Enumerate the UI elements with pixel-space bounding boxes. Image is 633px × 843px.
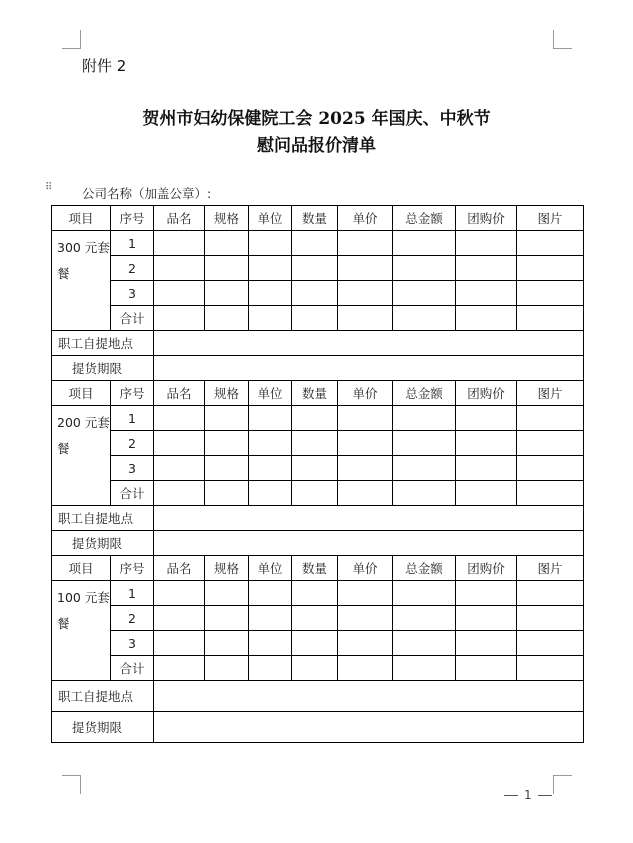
- entry-cell[interactable]: [338, 606, 393, 631]
- entry-cell[interactable]: [517, 481, 584, 506]
- package-name: 100 元套餐: [52, 581, 111, 681]
- pickup-deadline-cell[interactable]: [154, 356, 584, 381]
- header-row: [52, 381, 584, 406]
- entry-cell[interactable]: [292, 256, 338, 281]
- table-row: [52, 481, 584, 506]
- row-number: 1: [111, 406, 154, 431]
- entry-cell[interactable]: [393, 481, 456, 506]
- entry-cell[interactable]: [205, 656, 249, 681]
- entry-cell[interactable]: [205, 581, 249, 606]
- pickup-location-label: 职工自提地点: [52, 506, 154, 531]
- entry-cell[interactable]: [292, 456, 338, 481]
- column-header: 总金额: [393, 381, 456, 406]
- entry-cell[interactable]: [154, 406, 205, 431]
- company-name-label: 公司名称（加盖公章）:: [82, 186, 212, 201]
- entry-cell[interactable]: [393, 306, 456, 331]
- entry-cell[interactable]: [517, 306, 584, 331]
- pickup-location-cell[interactable]: [154, 506, 584, 531]
- column-header: 序号: [111, 381, 154, 406]
- entry-cell[interactable]: [338, 481, 393, 506]
- table-row: [52, 631, 584, 656]
- entry-cell[interactable]: [456, 481, 517, 506]
- column-header: 序号: [111, 556, 154, 581]
- entry-cell[interactable]: [292, 581, 338, 606]
- corner-mark-top-left: [62, 30, 81, 49]
- entry-cell[interactable]: [154, 656, 205, 681]
- column-header: 项目: [52, 206, 111, 231]
- entry-cell[interactable]: [393, 256, 456, 281]
- pickup-location-cell[interactable]: [154, 681, 584, 712]
- entry-cell[interactable]: [517, 656, 584, 681]
- column-header: 单价: [338, 206, 393, 231]
- entry-cell[interactable]: [517, 231, 584, 256]
- column-header: 单位: [249, 381, 292, 406]
- entry-cell[interactable]: [393, 281, 456, 306]
- row-number: 3: [111, 631, 154, 656]
- entry-cell[interactable]: [205, 481, 249, 506]
- deadline-row: [52, 356, 584, 381]
- column-header: 序号: [111, 206, 154, 231]
- entry-cell[interactable]: [393, 631, 456, 656]
- pickup-deadline-label: 提货期限: [52, 531, 154, 556]
- pickup-row: [52, 681, 584, 712]
- pickup-row: [52, 506, 584, 531]
- column-header: 团购价: [456, 206, 517, 231]
- entry-cell[interactable]: [338, 281, 393, 306]
- table-move-handle-icon[interactable]: ⠿: [45, 182, 52, 193]
- entry-cell[interactable]: [393, 431, 456, 456]
- pickup-deadline-cell[interactable]: [154, 531, 584, 556]
- entry-cell[interactable]: [338, 306, 393, 331]
- column-header: 单位: [249, 206, 292, 231]
- table-row: [52, 431, 584, 456]
- row-number: 3: [111, 456, 154, 481]
- row-number: 2: [111, 606, 154, 631]
- column-header: 数量: [292, 556, 338, 581]
- entry-cell[interactable]: [338, 581, 393, 606]
- row-number: 2: [111, 256, 154, 281]
- table-row: [52, 306, 584, 331]
- table-row: [52, 656, 584, 681]
- package-name: 200 元套餐: [52, 406, 111, 506]
- entry-cell[interactable]: [249, 456, 292, 481]
- entry-cell[interactable]: [154, 306, 205, 331]
- entry-cell[interactable]: [154, 581, 205, 606]
- column-header: 品名: [154, 381, 205, 406]
- table-row: [52, 581, 584, 606]
- entry-cell[interactable]: [249, 631, 292, 656]
- entry-cell[interactable]: [456, 581, 517, 606]
- entry-cell[interactable]: [292, 481, 338, 506]
- entry-cell[interactable]: [205, 231, 249, 256]
- pickup-row: [52, 331, 584, 356]
- entry-cell[interactable]: [205, 431, 249, 456]
- entry-cell[interactable]: [456, 281, 517, 306]
- table-row: [52, 281, 584, 306]
- header-row: [52, 206, 584, 231]
- entry-cell[interactable]: [292, 231, 338, 256]
- entry-cell[interactable]: [517, 406, 584, 431]
- entry-cell[interactable]: [456, 256, 517, 281]
- entry-cell[interactable]: [249, 656, 292, 681]
- entry-cell[interactable]: [249, 606, 292, 631]
- quotation-table-body: [52, 206, 584, 743]
- entry-cell[interactable]: [456, 631, 517, 656]
- pickup-location-label: 职工自提地点: [52, 331, 154, 356]
- entry-cell[interactable]: [517, 256, 584, 281]
- column-header: 数量: [292, 381, 338, 406]
- page-number: [498, 788, 558, 802]
- deadline-row: [52, 531, 584, 556]
- column-header: 图片: [517, 381, 584, 406]
- pickup-deadline-label: 提货期限: [52, 712, 154, 743]
- attachment-label: 附件 2: [82, 57, 127, 75]
- entry-cell[interactable]: [517, 431, 584, 456]
- entry-cell[interactable]: [292, 406, 338, 431]
- column-header: 图片: [517, 206, 584, 231]
- entry-cell[interactable]: [456, 231, 517, 256]
- column-header: 单价: [338, 381, 393, 406]
- entry-cell[interactable]: [338, 631, 393, 656]
- column-header: 品名: [154, 206, 205, 231]
- entry-cell[interactable]: [456, 406, 517, 431]
- entry-cell[interactable]: [205, 406, 249, 431]
- entry-cell[interactable]: [456, 456, 517, 481]
- table-row: [52, 456, 584, 481]
- entry-cell[interactable]: [249, 306, 292, 331]
- entry-cell[interactable]: [154, 481, 205, 506]
- entry-cell[interactable]: [393, 656, 456, 681]
- page-number-value: 1: [524, 788, 532, 802]
- table-row: [52, 406, 584, 431]
- column-header: 规格: [205, 556, 249, 581]
- entry-cell[interactable]: [456, 306, 517, 331]
- column-header: 数量: [292, 206, 338, 231]
- entry-cell[interactable]: [292, 306, 338, 331]
- entry-cell[interactable]: [338, 456, 393, 481]
- row-number: 合计: [111, 306, 154, 331]
- column-header: 团购价: [456, 556, 517, 581]
- column-header: 规格: [205, 206, 249, 231]
- entry-cell[interactable]: [456, 656, 517, 681]
- table-row: [52, 231, 584, 256]
- entry-cell[interactable]: [249, 581, 292, 606]
- entry-cell[interactable]: [249, 431, 292, 456]
- row-number: 合计: [111, 481, 154, 506]
- document-title-line2: 慰问品报价清单: [257, 136, 376, 156]
- entry-cell[interactable]: [338, 656, 393, 681]
- deadline-row: [52, 712, 584, 743]
- entry-cell[interactable]: [338, 406, 393, 431]
- entry-cell[interactable]: [517, 606, 584, 631]
- column-header: 单价: [338, 556, 393, 581]
- row-number: 合计: [111, 656, 154, 681]
- row-number: 1: [111, 231, 154, 256]
- entry-cell[interactable]: [456, 431, 517, 456]
- column-header: 品名: [154, 556, 205, 581]
- column-header: 项目: [52, 381, 111, 406]
- entry-cell[interactable]: [154, 456, 205, 481]
- column-header: 总金额: [393, 556, 456, 581]
- entry-cell[interactable]: [205, 456, 249, 481]
- row-number: 3: [111, 281, 154, 306]
- entry-cell[interactable]: [292, 631, 338, 656]
- header-row: [52, 556, 584, 581]
- entry-cell[interactable]: [154, 606, 205, 631]
- entry-cell[interactable]: [338, 431, 393, 456]
- quotation-table: [51, 205, 584, 743]
- entry-cell[interactable]: [338, 231, 393, 256]
- pickup-deadline-label: 提货期限: [52, 356, 154, 381]
- corner-mark-bottom-left: [62, 775, 81, 794]
- table-row: [52, 256, 584, 281]
- entry-cell[interactable]: [154, 281, 205, 306]
- entry-cell[interactable]: [338, 256, 393, 281]
- table-row: [52, 606, 584, 631]
- column-header: 团购价: [456, 381, 517, 406]
- entry-cell[interactable]: [205, 256, 249, 281]
- entry-cell[interactable]: [205, 306, 249, 331]
- entry-cell[interactable]: [517, 456, 584, 481]
- column-header: 图片: [517, 556, 584, 581]
- pickup-location-label: 职工自提地点: [52, 681, 154, 712]
- row-number: 2: [111, 431, 154, 456]
- entry-cell[interactable]: [154, 631, 205, 656]
- entry-cell[interactable]: [205, 281, 249, 306]
- entry-cell[interactable]: [393, 581, 456, 606]
- entry-cell[interactable]: [393, 456, 456, 481]
- entry-cell[interactable]: [292, 281, 338, 306]
- entry-cell[interactable]: [393, 406, 456, 431]
- entry-cell[interactable]: [249, 481, 292, 506]
- entry-cell[interactable]: [517, 281, 584, 306]
- document-title-line1: 贺州市妇幼保健院工会 2025 年国庆、中秋节: [142, 109, 491, 129]
- entry-cell[interactable]: [292, 606, 338, 631]
- entry-cell[interactable]: [517, 581, 584, 606]
- entry-cell[interactable]: [154, 231, 205, 256]
- column-header: 单位: [249, 556, 292, 581]
- entry-cell[interactable]: [393, 606, 456, 631]
- entry-cell[interactable]: [249, 281, 292, 306]
- entry-cell[interactable]: [249, 231, 292, 256]
- entry-cell[interactable]: [456, 606, 517, 631]
- pickup-location-cell[interactable]: [154, 331, 584, 356]
- entry-cell[interactable]: [154, 256, 205, 281]
- entry-cell[interactable]: [517, 631, 584, 656]
- entry-cell[interactable]: [249, 406, 292, 431]
- entry-cell[interactable]: [205, 631, 249, 656]
- column-header: 项目: [52, 556, 111, 581]
- entry-cell[interactable]: [205, 606, 249, 631]
- pickup-deadline-cell[interactable]: [154, 712, 584, 743]
- entry-cell[interactable]: [393, 231, 456, 256]
- entry-cell[interactable]: [154, 431, 205, 456]
- column-header: 规格: [205, 381, 249, 406]
- entry-cell[interactable]: [292, 431, 338, 456]
- column-header: 总金额: [393, 206, 456, 231]
- package-name: 300 元套餐: [52, 231, 111, 331]
- entry-cell[interactable]: [249, 256, 292, 281]
- entry-cell[interactable]: [292, 656, 338, 681]
- row-number: 1: [111, 581, 154, 606]
- corner-mark-top-right: [553, 30, 572, 49]
